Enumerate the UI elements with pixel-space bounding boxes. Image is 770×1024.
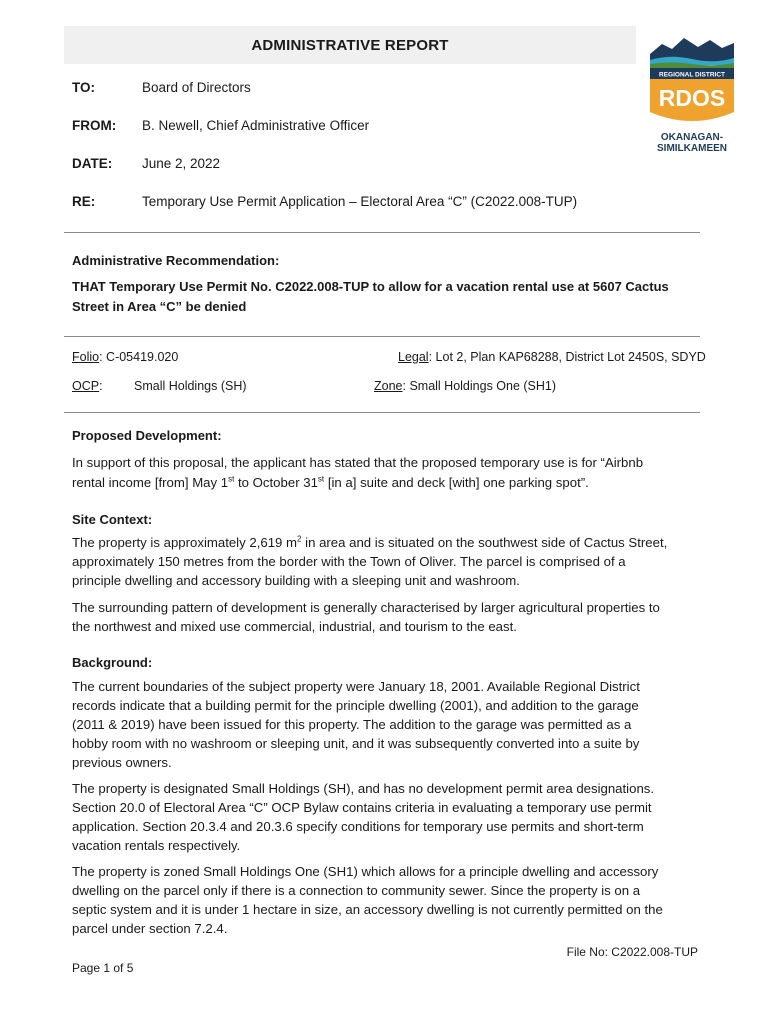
paragraph-line: In support of this proposal, the applicant has stated that the proposed temporary use is for “Airbnb [72, 455, 644, 470]
to-value: Board of Directors [142, 80, 251, 95]
paragraph-line: The surrounding pattern of development is generally characterised by larger agricultural properties to [72, 600, 660, 615]
zone-row [374, 377, 674, 396]
ocp-label: OCP [72, 379, 100, 393]
background-heading: Background: [72, 655, 153, 670]
paragraph-line: dwelling on the parcel only if there is a connection to community sewer. Since the property is on a [72, 883, 641, 898]
paragraph-line: application. Section 20.3.4 and 20.3.6 specify conditions for temporary use permits and short-term [72, 819, 644, 834]
paragraph-line: previous owners. [72, 755, 172, 770]
legal-row [398, 348, 706, 367]
rdos-logo-graphic [646, 34, 738, 154]
logo-top-label: REGIONAL DISTRICT [659, 71, 725, 79]
superscript: st [228, 474, 235, 484]
from-label: FROM: [72, 118, 117, 133]
text-run: in area and is situated on the southwest side of Cactus Street, [301, 535, 668, 550]
page-number: Page 1 of 5 [72, 961, 134, 975]
logo-name-line2: SIMILKAMEEN [657, 143, 727, 154]
superscript: st [317, 474, 325, 484]
site-heading: Site Context: [72, 512, 153, 527]
logo-name-line1: OKANAGAN- [660, 132, 724, 143]
legal-label: Legal [398, 350, 429, 364]
zone-value: : Small Holdings One (SH1) [402, 379, 557, 393]
text-run: The property is approximately 2,619 m [72, 535, 298, 550]
paragraph-line [72, 533, 702, 552]
report-title: ADMINISTRATIVE REPORT [64, 26, 636, 64]
paragraph-line: parcel under section 7.2.4. [72, 921, 228, 936]
paragraph-line: hobby room with no washroom or sleeping unit, and it was subsequently converted into a suite by [72, 736, 640, 751]
legal-value: : Lot 2, Plan KAP68288, District Lot 2450S, SDYD [428, 350, 706, 364]
divider [64, 336, 700, 337]
re-label: RE: [72, 194, 96, 209]
divider [64, 232, 700, 233]
ocp-colon: : [99, 379, 103, 393]
paragraph-line: septic system and it is under 1 hectare in size, an accessory dwelling is not currently permitted on the [72, 902, 663, 917]
to-label: TO: [72, 80, 95, 95]
paragraph-line: approximately 150 metres from the border with the Town of Oliver. The parcel is comprised of a [72, 554, 626, 569]
paragraph-line: The current boundaries of the subject property were January 18, 2001. Available Regional District [72, 679, 640, 694]
text-run: to October 31 [234, 475, 318, 490]
zone-label: Zone [374, 379, 403, 393]
paragraph-line: vacation rentals respectively. [72, 838, 241, 853]
paragraph-line: records indicate that a building permit for the principle dwelling (2001), and addition to the garage [72, 698, 639, 713]
proposed-heading: Proposed Development: [72, 428, 222, 443]
paragraph-line: The property is zoned Small Holdings One (SH1) which allows for a principle dwelling and accessory [72, 864, 659, 879]
paragraph-line: (2011 & 2019) have been issued for this property. The addition to the garage was permitted as a [72, 717, 632, 732]
date-value: June 2, 2022 [142, 156, 221, 171]
recommendation-line: Street in Area “C” be denied [72, 299, 247, 314]
text-run: [in a] suite and deck [with] one parking spot”. [324, 475, 589, 490]
superscript: 2 [297, 534, 302, 544]
file-number: File No: C2022.008-TUP [566, 945, 698, 959]
ocp-value: Small Holdings (SH) [134, 379, 247, 393]
re-value: Temporary Use Permit Application – Electoral Area “C” (C2022.008-TUP) [142, 194, 578, 209]
text-run: rental income [from] May 1 [72, 475, 229, 490]
from-value: B. Newell, Chief Administrative Officer [142, 118, 370, 133]
paragraph-line: the northwest and mixed use commercial, industrial, and tourism to the east. [72, 619, 517, 634]
paragraph-line: principle dwelling and accessory building with a sleeping unit and washroom. [72, 573, 520, 588]
divider [64, 412, 700, 413]
recommendation-heading: Administrative Recommendation: [72, 253, 280, 268]
paragraph-line: Section 20.0 of Electoral Area “C” OCP Bylaw contains criteria in evaluating a temporary use permit [72, 800, 652, 815]
rdos-logo [646, 34, 738, 154]
date-label: DATE: [72, 156, 113, 171]
folio-label: Folio [72, 350, 100, 364]
folio-value: : C-05419.020 [99, 350, 179, 364]
logo-acronym: RDOS [658, 85, 726, 111]
paragraph-line [72, 473, 702, 492]
recommendation-line: THAT Temporary Use Permit No. C2022.008-TUP to allow for a vacation rental use at 5607 Cactus [72, 279, 669, 294]
paragraph-line: The property is designated Small Holdings (SH), and has no development permit area designations. [72, 781, 655, 796]
